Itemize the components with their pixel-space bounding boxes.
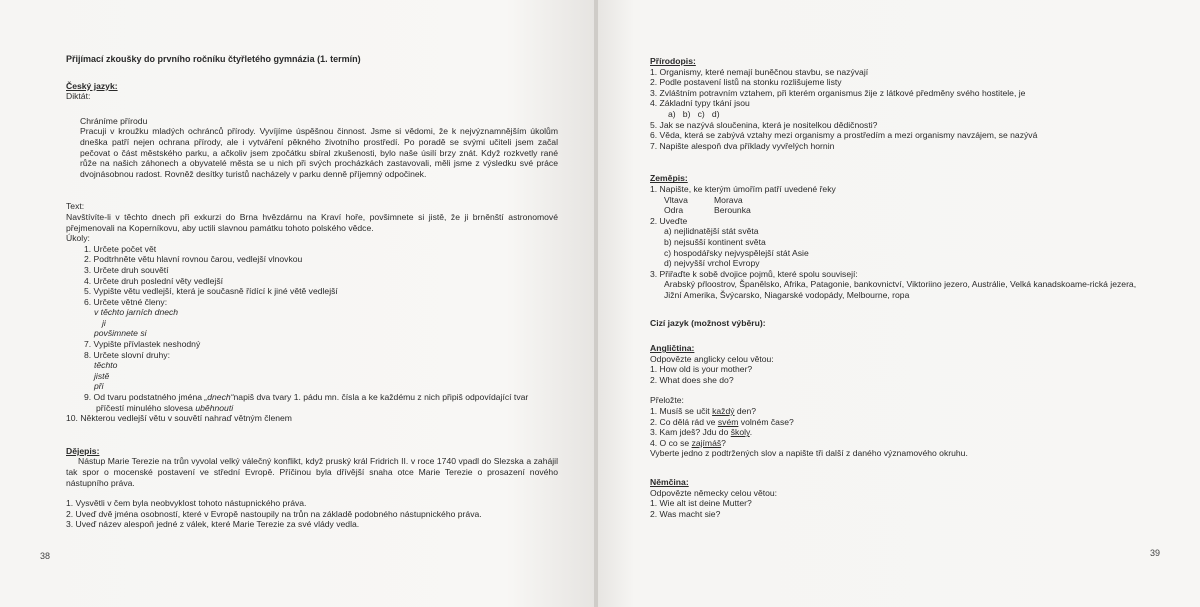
translate-label: Přeložte: — [650, 395, 684, 406]
left-page — [0, 0, 596, 607]
right-page-content — [650, 56, 1150, 519]
history-q2: 2. Uveď dvě jména osobností, které v Evropě nastoupily na trůn na základě podobného nástupnického práva. — [66, 508, 482, 519]
geo-q3: 3. Přiřaďte k sobě dvojice pojmů, které spolu souvisejí: — [650, 268, 858, 279]
diktat-text: Pracuji v kroužku mladých ochránců přírody. Vyvíjíme úspěšnou činnost. Jsme si vědomi, že k nejvýznamnějším úkolům dneška patří nejen ochrana přírody, ale i vytváření pěkného životního prostředí. Po poradě se svými učiteli jsem začal pečovat o část městského parku, a ačkoliv jsem zpočátku sbíral zkušenosti, bylo naše úsilí brzy znát. Když rozkvetly rané růže na našich záhonech a obyvatelé města se u nich při svých procházkách zastavovali, měli jsme z výsledku své práce dvojnásobnou radost. Rovněž desítky turistů nacházely v parku denně příjemný odpočinek. — [80, 126, 558, 179]
task-7: 7. Vypište přívlastek neshodný — [84, 339, 201, 350]
geo-q1: 1. Napište, ke kterým úmořím patří uvedené řeky — [650, 183, 836, 194]
geo-q1-row2: Odra Berounka — [664, 205, 751, 216]
history-q3: 3. Uveď název alespoň jedné z válek, které Marie Terezie za své vlády vedla. — [66, 519, 360, 530]
geo-q2c: c) hospodářsky nejvyspělejší stát Asie — [664, 247, 809, 258]
task-4: 4. Určete druh poslední věty vedlejší — [84, 275, 224, 286]
left-page-content — [66, 54, 558, 530]
task-6: 6. Určete větné členy: — [84, 296, 168, 307]
task-6a: v těchto jarních dnech — [94, 307, 179, 318]
bio-q2: 2. Podle postavení listů na stonku rozlišujeme listy — [650, 77, 842, 88]
text-label: Text: — [66, 201, 85, 212]
english-q1: 1. How old is your mother? — [650, 364, 753, 375]
translate-instruction: Vyberte jedno z podtržených slov a napište tři další z daného významového okruhu. — [650, 448, 968, 459]
bio-q4: 4. Základní typy tkání jsou — [650, 98, 750, 109]
diktat-title: Chráníme přírodu — [80, 115, 148, 126]
english-intro: Odpovězte anglicky celou větou: — [650, 353, 774, 364]
task-2: 2. Podtrhněte větu hlavní rovnou čarou, vedlejší vlnovkou — [84, 254, 303, 265]
history-heading: Dějepis: — [66, 445, 100, 456]
geography-heading: Zeměpis: — [650, 173, 688, 184]
english-heading: Angličtina: — [650, 343, 695, 354]
history-q1: 1. Vysvětli v čem byla neobvyklost tohoto nástupnického práva. — [66, 498, 307, 509]
right-page — [598, 0, 1200, 607]
page-number-left: 38 — [40, 551, 51, 561]
biology-heading: Přírodopis: — [650, 56, 696, 66]
translate-q2: 2. Co dělá rád ve svém volném čase? — [650, 416, 794, 427]
bio-q4-options: a) b) c) d) — [668, 108, 720, 119]
german-q1: 1. Wie alt ist deine Mutter? — [650, 498, 752, 509]
czech-heading: Český jazyk: — [66, 80, 118, 91]
bio-q1: 1. Organismy, které nemají buněčnou stavbu, se nazývají — [650, 66, 869, 77]
english-q2: 2. What does she do? — [650, 374, 734, 385]
geo-q2: 2. Uveďte — [650, 215, 688, 226]
task-8: 8. Určete slovní druhy: — [84, 349, 170, 360]
task-6b: ji — [102, 317, 106, 328]
geo-q3-text: Arabský pŕloostrov, Španělsko, Afrika, Patagonie, bankovnictví, Viktoriino jezero, Austrálie, Velká kanadskoame-rická jezera, Jižní Amerika, Švýcarsko, Niagarské vodopády, Melbourne, ropa — [664, 279, 1137, 300]
bio-q5: 5. Jak se nazývá sloučenina, která je nositelkou dědičnosti? — [650, 119, 878, 130]
translate-q3: 3. Kam jdeš? Jdu do školy. — [650, 427, 753, 438]
page-number-right: 39 — [1150, 548, 1161, 558]
diktat-label: Diktát: — [66, 91, 91, 102]
exam-title: Přijímací zkoušky do prvního ročníku čtyřletého gymnázia (1. termín) — [66, 54, 361, 64]
geo-q2b: b) nejsušší kontinent světa — [664, 236, 766, 247]
task-8b: jistě — [94, 370, 110, 381]
task-1: 1. Určete počet vět — [84, 243, 157, 254]
task-6c: povšimnete si — [94, 328, 147, 339]
task-10: 10. Některou vedlejší větu v souvětí nahraď větným členem — [66, 413, 292, 424]
geo-q2a: a) nejlidnatější stát světa — [664, 226, 759, 237]
bio-q6: 6. Věda, která se zabývá vztahy mezi organismy a prostředím a mezi organismy navzájem, se nazývá — [650, 130, 1038, 141]
task-8c: při — [94, 381, 104, 392]
geo-q1-row1: Vltava Morava — [664, 194, 743, 205]
tasks-label: Úkoly: — [66, 233, 90, 244]
task-5: 5. Vypište větu vedlejší, která je současně řídící k jiné větě vedlejší — [84, 286, 338, 297]
task-9-line2: příčestí minulého slovesa uběhnouti — [96, 402, 234, 413]
translate-q1: 1. Musíš se učit každý den? — [650, 406, 757, 417]
bio-q3: 3. Zvláštním potravním vztahem, při kterém organismus žije z látkové předměny svého hostitele, je — [650, 87, 1026, 98]
bio-q7: 7. Napište alespoň dva příklady vyvřelých hornin — [650, 140, 835, 151]
task-8a: těchto — [94, 360, 118, 371]
task-9: 9. Od tvaru podstatného jména „dnech“napiš dva tvary 1. pádu mn. čísla a ke každému z nich připiš odpovídající tvar — [84, 392, 529, 403]
text-body: Navštívíte-li v těchto dnech při exkurzi do Brna hvězdárnu na Kraví hoře, povšimnete si jistě, že ji brněnští astronomové přejmenovali na Koperníkovu, aby uctili slavnou památku tohoto polského vědce. — [66, 211, 558, 233]
german-intro: Odpovězte německy celou větou: — [650, 487, 778, 498]
history-text: Nástup Marie Terezie na trůn vyvolal velký válečný konflikt, když pruský král Fridrich II. v roce 1740 vpadl do Slezska a zahájil tak spor o mocenské postavení ve střední Evropě. Příčinou byla dřívější snaha otce Marie Terezie o prosazení nového nástupního práva. — [66, 456, 558, 488]
translate-q4: 4. O co se zajímáš? — [650, 437, 726, 448]
task-3: 3. Určete druh souvětí — [84, 264, 169, 275]
geo-q2d: d) nejvyšší vrchol Evropy — [664, 258, 760, 269]
german-heading: Němčina: — [650, 477, 689, 487]
language-heading: Cizí jazyk (možnost výběru): — [650, 318, 766, 329]
german-q2: 2. Was macht sie? — [650, 508, 721, 519]
